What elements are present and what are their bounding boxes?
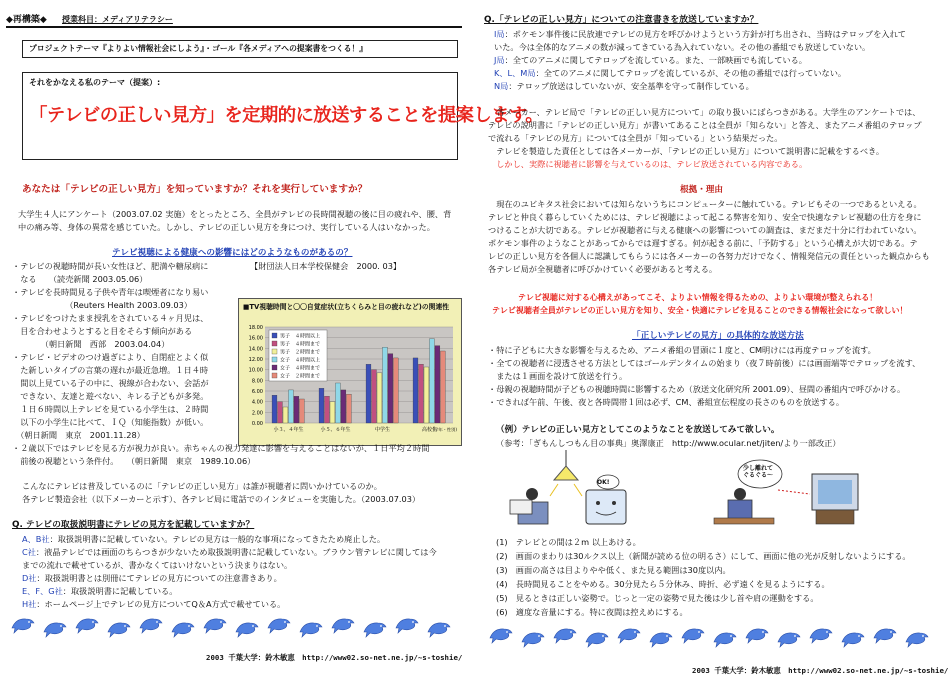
- chart-svg: [239, 313, 461, 445]
- illustration-ok-bubble: OK!: [597, 479, 610, 486]
- effects-line: ・テレビをつけたまま授乳をされている４ヶ月児は、: [12, 313, 209, 323]
- chart-bar: [336, 383, 341, 423]
- method-line: ・母親の視聴時間が子どもの視聴時間に影響するため（放送文化研究所 2001.09）、昼間の番組内で呼びかける。: [488, 384, 906, 394]
- effects-line: できない、友達と遊べない、キレる子どもが多発。: [12, 391, 209, 401]
- chart-bar: [319, 388, 324, 423]
- main-title: 「テレビの正しい見方」を定期的に放送することを提案します。: [29, 105, 544, 126]
- chart-y-tick-label: 16.00: [248, 335, 263, 342]
- tv-health-chart: [238, 298, 462, 446]
- slogan-line-1: テレビ視聴に対する心構えがあってこそ、よりよい情報を得るための、よりよい環境が整えられる！: [518, 293, 878, 302]
- chart-legend-label: 女子 ２時間まで: [280, 373, 321, 380]
- manual-line: E、F、G社：取扱説明書に記載している。: [22, 586, 178, 596]
- dolphin-icon: [394, 614, 420, 636]
- dolphin-icon: [426, 618, 452, 640]
- effects-after-line-2: 前後の視聴という条件付。 （朝日新聞 東京 1989.10.06）: [12, 456, 256, 466]
- chart-legend-swatch: [272, 349, 277, 354]
- header-rule: [6, 26, 462, 28]
- effects-line: 以下の小学生に比べて、ＩＱ（知能指数）が低い。: [12, 417, 209, 427]
- chart-bar: [341, 390, 346, 423]
- illustration-speech-bubble: 少し離れて ぐるぐる〜: [743, 465, 774, 479]
- survey-line: 各メーカー、テレビ局で「テレビの正しい見方について」の取り扱いにばらつきがある。大学生のアンケートでは、: [488, 107, 921, 117]
- chart-y-tick-label: 10.00: [248, 367, 263, 374]
- dolphin-icon: [202, 614, 228, 636]
- footer: 2003 千葉大学：鈴木敏恵 http://www02.so-net.ne.jp/~s-toshie/: [206, 653, 463, 662]
- dolphin-icon: [552, 624, 578, 646]
- slogan-line-2: テレビ視聴者全員がテレビの正しい見方を知り、安全・快適にテレビを見ることのできる情報社会になって欲しい！: [492, 306, 908, 315]
- dolphin-icon: [42, 618, 68, 640]
- chart-legend-swatch: [272, 333, 277, 338]
- chart-legend-swatch: [272, 365, 277, 370]
- broadcast-line: N局：テロップ放送はしていないが、安全基準を守って制作している。: [494, 81, 754, 91]
- effects-line: た新しいタイプの言葉の遅れが最近急増。１日４時: [12, 365, 209, 375]
- example-reference: （参考：「ぎもんしつもん目の事典」奥澤康正 http://www.ocular.net/jiten/より一部改正）: [496, 438, 841, 448]
- basis-line: レビの正しい見方を各個人に認識してもらうには各メーカーの各努力だけでなく、情報発信元の責任といった観点からも: [488, 251, 930, 261]
- header-subject: 授業科目：メディアリテラシー: [62, 15, 173, 24]
- dolphin-icon: [330, 614, 356, 636]
- basis-line: つけることが大切である。テレビが視聴者に与える健康への影響についての調査は、まだまだ十分に行われていない。: [488, 225, 922, 235]
- chart-bar: [289, 390, 294, 423]
- survey-red-line: しかし、実際に視聴者に影響を与えているのは、テレビ放送されている内容である。: [488, 159, 808, 169]
- chart-bar: [330, 402, 335, 423]
- chart-bar: [424, 367, 429, 423]
- tip-line: (2) 画面のまわりは30ルクス以上（新聞が読める位の明るさ）にして、画面に他の光が反射しないようにする。: [496, 551, 911, 561]
- method-line: または１画面を設けて放送を行う。: [488, 371, 628, 381]
- chart-bar: [372, 370, 377, 423]
- effects-source: 【財団法人日本学校保健会 2000. 03】: [250, 261, 402, 271]
- chart-bar: [440, 351, 445, 423]
- manual-heading: Q. テレビの取扱説明書にテレビの見方を記載していますか？: [12, 520, 255, 530]
- chart-bar: [272, 395, 277, 423]
- effects-line: なる （読売新聞 2003.05.06）: [12, 274, 148, 284]
- dolphin-border: [488, 624, 938, 654]
- method-line: ・特に子どもに大きな影響を与えるため、アニメ番組の冒頭に１度と、CM明けには再度テロップを流す。: [488, 345, 876, 355]
- dolphin-icon: [712, 628, 738, 650]
- header-label: ◆再構築◆: [6, 15, 47, 25]
- chart-y-tick-label: 14.00: [248, 346, 263, 353]
- dolphin-icon: [680, 624, 706, 646]
- dolphin-icon: [10, 614, 36, 636]
- dolphin-icon: [520, 628, 546, 650]
- chart-bar: [346, 394, 351, 423]
- basis-heading: 根拠・理由: [680, 185, 723, 195]
- project-theme-box: [22, 40, 458, 58]
- dolphin-icon: [840, 628, 866, 650]
- survey-line: テレビの説明書に「テレビの正しい見方」が書いてあることは全員が「知らない」と答え、またアニメ番組のテロップ: [488, 120, 922, 130]
- dolphin-icon: [170, 618, 196, 640]
- broadcast-line: いた。今は全体的なアニメの数が減ってきている為入れていない。その他の番組でも放送していない。: [494, 42, 871, 52]
- effects-line: （Reuters Health 2003.09.03）: [12, 300, 192, 310]
- effects-line: 目を合わせようとすると目をそらす傾向がある: [12, 326, 193, 336]
- right-page: [478, 0, 949, 695]
- tv-viewing-illustration: [478, 450, 949, 530]
- dolphin-icon: [74, 614, 100, 636]
- dolphin-icon: [362, 618, 388, 640]
- broadcast-line: J局：全てのアニメに関してテロップを流している。また、一部映画でも流している。: [494, 55, 807, 65]
- dolphin-icon: [744, 624, 770, 646]
- chart-bar: [388, 354, 393, 423]
- chart-y-tick-label: 4.00: [251, 399, 263, 406]
- dolphin-icon: [776, 628, 802, 650]
- chart-bar: [383, 347, 388, 423]
- chart-title: ■TV視聴時間と〇〇自覚症状(立ちくらみと目の疲れなど)の関連性: [243, 303, 450, 311]
- chart-bar: [299, 399, 304, 423]
- chart-legend-label: 男子 ４時間以上: [280, 333, 321, 340]
- effects-heading: テレビ視聴による健康への影響にはどのようなものがあるの？: [112, 248, 353, 258]
- effects-line: ・テレビ・ビデオのつけ過ぎにより、自閉症とよく似: [12, 352, 209, 362]
- method-line: ・できれば午前、午後、夜と各時間帯１回は必ず、CM、番組宣伝程度の長さのものを放送する。: [488, 397, 845, 407]
- effects-line: （朝日新聞 東京 2001.11.28）: [12, 430, 145, 440]
- broadcast-heading: Q.「テレビの正しい見方」についての注意書きを放送していますか？: [484, 15, 759, 25]
- chart-bar: [413, 358, 418, 423]
- chart-y-tick-label: 0.00: [251, 421, 263, 427]
- conclusion-line-2: 各テレビ製造会社（以下メーカーと示す）、各テレビ局に電話でのインタビューを実施した。（2003.07.03）: [22, 494, 421, 504]
- chart-legend-label: 男子 ２時間まで: [280, 349, 321, 356]
- broadcast-line: K、L、M局：全てのアニメに関してテロップを流しているが、その他の番組では行っていない。: [494, 68, 847, 78]
- chart-legend-label: 女子 ４時間以上: [280, 357, 321, 364]
- chart-y-tick-label: 2.00: [251, 410, 263, 417]
- broadcast-line: I局：ポケモン事件後に民放連でテレビの見方を呼びかけようという方針が打ち出され、当時はテロップを入れて: [494, 29, 906, 39]
- chart-bar: [377, 373, 382, 423]
- dolphin-icon: [872, 624, 898, 646]
- conclusion-line-1: こんなにテレビは普及しているのに「テレビの正しい見方」は誰が視聴者に問いかけているのか。: [22, 481, 382, 491]
- manual-line: C社：液晶テレビでは画面のちらつきが少ないため取扱説明書に記載していない。ブラウン管テレビに関しては今: [22, 547, 437, 557]
- effects-line: １日６時間以上テレビを見ている小学生は、２時間: [12, 404, 209, 414]
- chart-legend-swatch: [272, 357, 277, 362]
- tip-line: (1) テレビとの間は２m 以上あける。: [496, 537, 641, 547]
- chart-y-tick-label: 12.00: [248, 357, 263, 363]
- theme-box: [22, 72, 544, 160]
- method-line: ・全ての視聴者に浸透させる方法としてはゴールデンタイムの始まり（夜７時前後）には画面端等でテロップを流す、: [488, 358, 921, 368]
- chart-bar: [430, 339, 435, 423]
- effects-line: ・テレビの視聴時間が長い女性ほど、肥満や糖尿病に: [12, 261, 209, 271]
- theme-caption: それをかなえる私のテーマ（提案）:: [29, 78, 161, 87]
- chart-y-tick-label: 8.00: [251, 378, 263, 385]
- effects-after-line-1: ・２歳以下ではテレビを見る方が視力が良い。赤ちゃんの視力発達に影響を与えることはないが、１日平均２時間: [12, 443, 430, 453]
- chart-bar: [419, 364, 424, 423]
- question-heading: あなたは「テレビの正しい見方」を知っていますか？それを実行していますか？: [22, 184, 368, 195]
- dolphin-icon: [808, 624, 834, 646]
- basis-line: ポケモン事件のようなことがあってからでは遅すぎる。何が起きる前に、「予防する」という心構えが大切である。テ: [488, 238, 918, 248]
- basis-line: テレビと仲良く暮らしていくためには、テレビ視聴によって起こる弊害を知り、安全で快適なテレビ視聴の仕方を身に: [488, 212, 922, 222]
- effects-line: （朝日新聞 西部 2003.04.04）: [12, 339, 170, 349]
- dolphin-icon: [106, 618, 132, 640]
- dolphin-icon: [584, 628, 610, 650]
- manual-line: D社：取扱説明書とは別冊にてテレビの見方についての注意書きあり。: [22, 573, 282, 583]
- chart-x-tick-label: 小５、６年生: [320, 427, 351, 433]
- manual-line: までの流れで載せているが、書かなくてはいけないという決まりはない。: [22, 560, 293, 570]
- chart-legend-label: 女子 ４時間まで: [280, 365, 321, 372]
- dolphin-icon: [904, 628, 930, 650]
- effects-line: 間以上見ている子の中に、視線が合わない、会話が: [12, 378, 209, 388]
- dolphin-icon: [266, 614, 292, 636]
- dolphin-icon: [138, 614, 164, 636]
- survey-line: テレビを製造した責任としては各メーカーが、「テレビの正しい見方」について説明書に記載をするべき。: [488, 146, 885, 156]
- chart-bar: [278, 402, 283, 423]
- chart-legend-swatch: [272, 373, 277, 378]
- chart-y-tick-label: 18.00: [248, 325, 263, 331]
- chart-x-tick-label: 中学生: [374, 427, 391, 433]
- chart-bar: [393, 358, 398, 423]
- dolphin-icon: [298, 618, 324, 640]
- chart-x-tick-label: 高校生: [421, 427, 438, 433]
- tip-line: (3) 画面の高さは目よりやや低く、また見る範囲は30度以内。: [496, 565, 731, 575]
- chart-legend-swatch: [272, 341, 277, 346]
- manual-line: A、B社：取扱説明書に記載していない。テレビの見方は一般的な事項になってきたため廃止した。: [22, 534, 386, 544]
- method-heading: 「正しいテレビの見方」の具体的な放送方法: [632, 331, 804, 341]
- survey-line: で流れる「テレビの見方」については全員が「知っている」という結果だった。: [488, 133, 783, 143]
- example-heading: （例）テレビの正しい見方としてこのようなことを放送してみて欲しい。: [496, 425, 780, 435]
- basis-line: 各テレビ局が全視聴者に呼びかけていく必要があると考える。: [488, 264, 718, 274]
- chart-y-tick-label: 6.00: [251, 389, 263, 395]
- tip-line: (6) 適度な音量にする。特に夜間は控えめにする。: [496, 607, 688, 617]
- dolphin-icon: [488, 624, 514, 646]
- tip-line: (5) 見るときは正しい姿勢で。じっと一定の姿勢で見た後は少し首や肩の運動をする。: [496, 593, 819, 603]
- chart-bar: [435, 346, 440, 423]
- intro-line-2: 中の痛み等、身体の異常を感じていた。しかし、テレビの正しい見方を身につけ、実行している人はいなかった。: [18, 222, 435, 232]
- chart-x-tick-label: 小３、４年生: [273, 427, 304, 433]
- dolphin-border: [10, 614, 460, 644]
- manual-line: H社：ホームページ上でテレビの見方についてQ＆A方式で載せている。: [22, 599, 286, 609]
- effects-line: ・テレビを長時間見る子供や青年は喫煙者になり易い: [12, 287, 209, 297]
- tip-line: (4) 長時間見ることをやめる。30分見たら５分休み、時折、必ず遠くを見るようにする。: [496, 579, 830, 589]
- chart-bar: [366, 364, 371, 423]
- basis-line: 現在のユビキタス社会においては知らないうちにコンピューターに触れている。テレビもその一つであるといえる。: [488, 199, 922, 209]
- chart-bar: [325, 396, 330, 423]
- chart-bar: [294, 396, 299, 423]
- dolphin-icon: [616, 624, 642, 646]
- project-theme: プロジェクトテーマ『よりよい情報社会にしよう』・ゴール『各メディアへの提案書をつくる！』: [29, 44, 368, 53]
- dolphin-icon: [648, 628, 674, 650]
- chart-bar: [283, 407, 288, 423]
- intro-line-1: 大学生４人にアンケート（2003.07.02 実施）をとったところ、全員がテレビの長時間視聴の後に目の疲れや、腰、背: [18, 209, 452, 219]
- dolphin-icon: [234, 618, 260, 640]
- footer: 2003 千葉大学：鈴木敏恵 http://www02.so-net.ne.jp/~s-toshie/: [692, 666, 949, 675]
- chart-x-note: (学年・性別): [432, 427, 457, 432]
- chart-legend-label: 男子 ４時間まで: [280, 341, 321, 348]
